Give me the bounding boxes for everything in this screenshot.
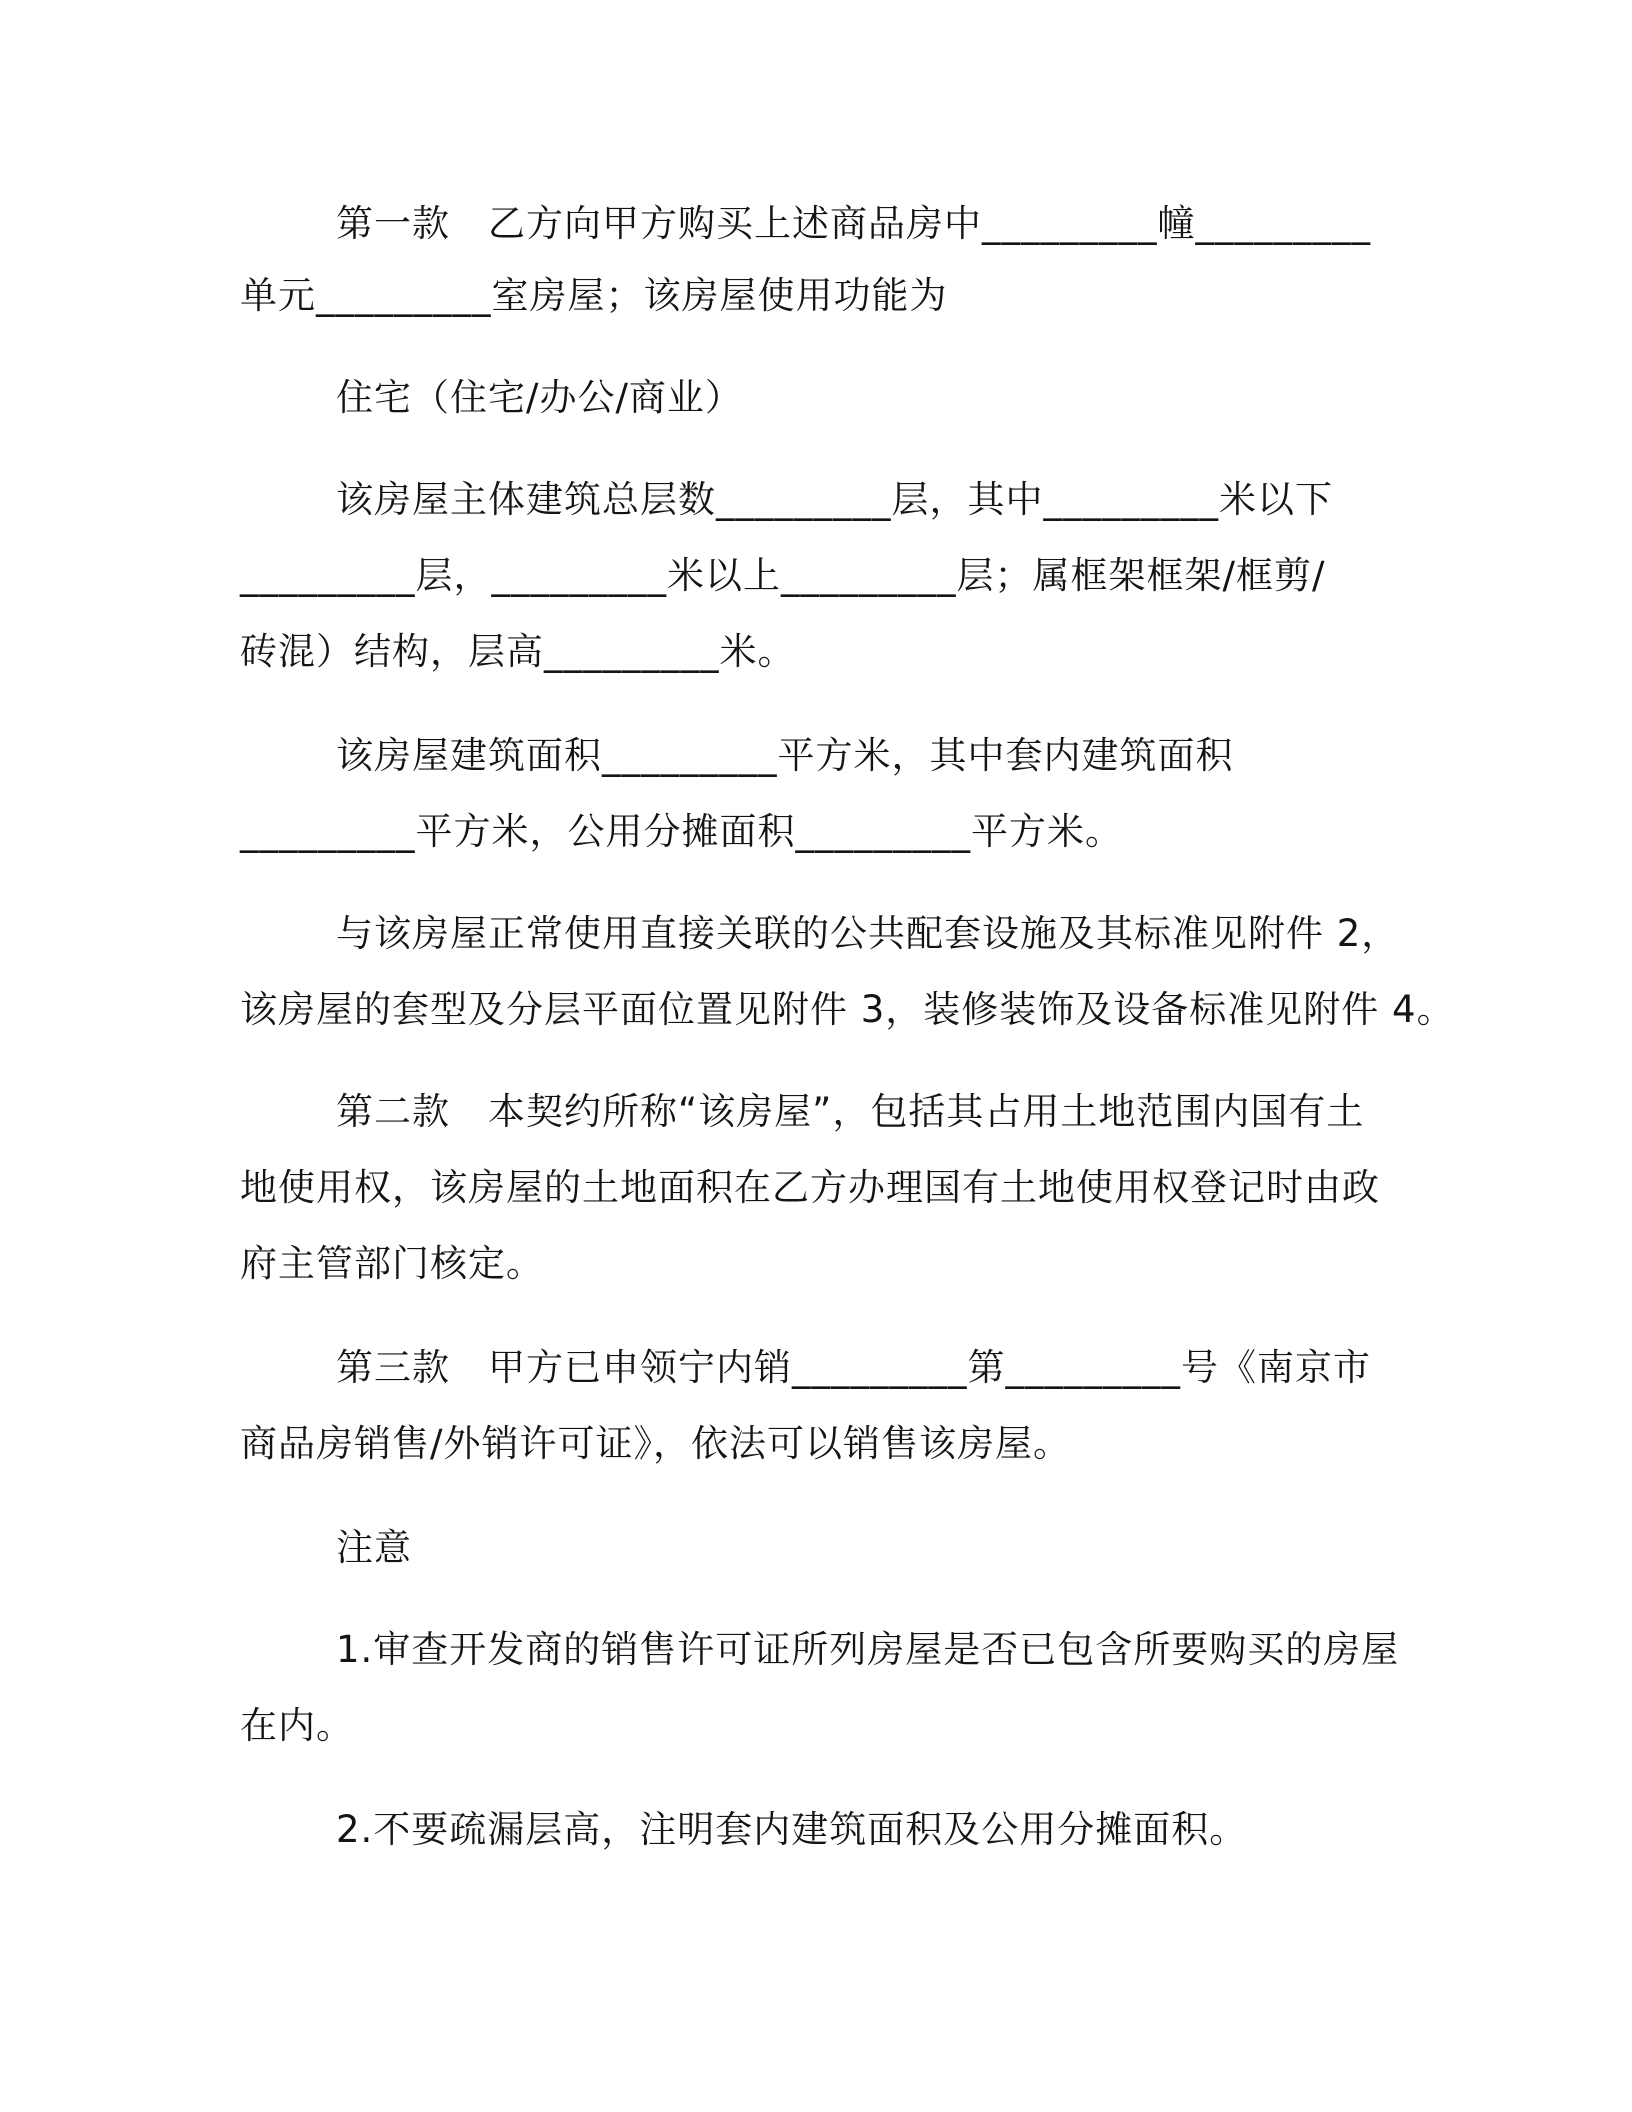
clause-1-line-1: 第一款 乙方向甲方购买上述商品房中_________幢_________ [336,202,1371,245]
facilities-line-1: 与该房屋正常使用直接关联的公共配套设施及其标准见附件 2， [336,912,1400,955]
floors-line-2: _________层，_________米以上_________层；属框架框架/框剪/ [240,554,1326,597]
note-2-line: 2.不要疏漏层高，注明套内建筑面积及公用分摊面积。 [336,1808,1248,1851]
note-heading: 注意 [336,1526,412,1569]
floors-line-3: 砖混）结构，层高_________米。 [240,630,796,673]
clause-3-line-1: 第三款 甲方已申领宁内销_________第_________号《南京市 [336,1346,1371,1389]
clause-3-line-2: 商品房销售/外销许可证》，依法可以销售该房屋。 [240,1422,1071,1465]
clause-2-line-1: 第二款 本契约所称“该房屋”，包括其占用土地范围内国有土 [336,1090,1365,1133]
usage-type-line: 住宅（住宅/办公/商业） [336,376,743,419]
area-line-2: _________平方米，公用分摊面积_________平方米。 [240,810,1123,853]
area-line-1: 该房屋建筑面积_________平方米，其中套内建筑面积 [336,734,1234,777]
note-1-line-1: 1.审查开发商的销售许可证所列房屋是否已包含所要购买的房屋 [336,1628,1400,1671]
clause-2-line-2: 地使用权，该房屋的土地面积在乙方办理国有土地使用权登记时由政 [240,1166,1380,1209]
note-1-line-2: 在内。 [240,1704,354,1747]
clause-1-line-2: 单元_________室房屋；该房屋使用功能为 [240,274,948,317]
facilities-line-2: 该房屋的套型及分层平面位置见附件 3，装修装饰及设备标准见附件 4。 [240,988,1455,1031]
floors-line-1: 该房屋主体建筑总层数_________层，其中_________米以下 [336,478,1333,521]
clause-2-line-3: 府主管部门核定。 [240,1242,544,1285]
